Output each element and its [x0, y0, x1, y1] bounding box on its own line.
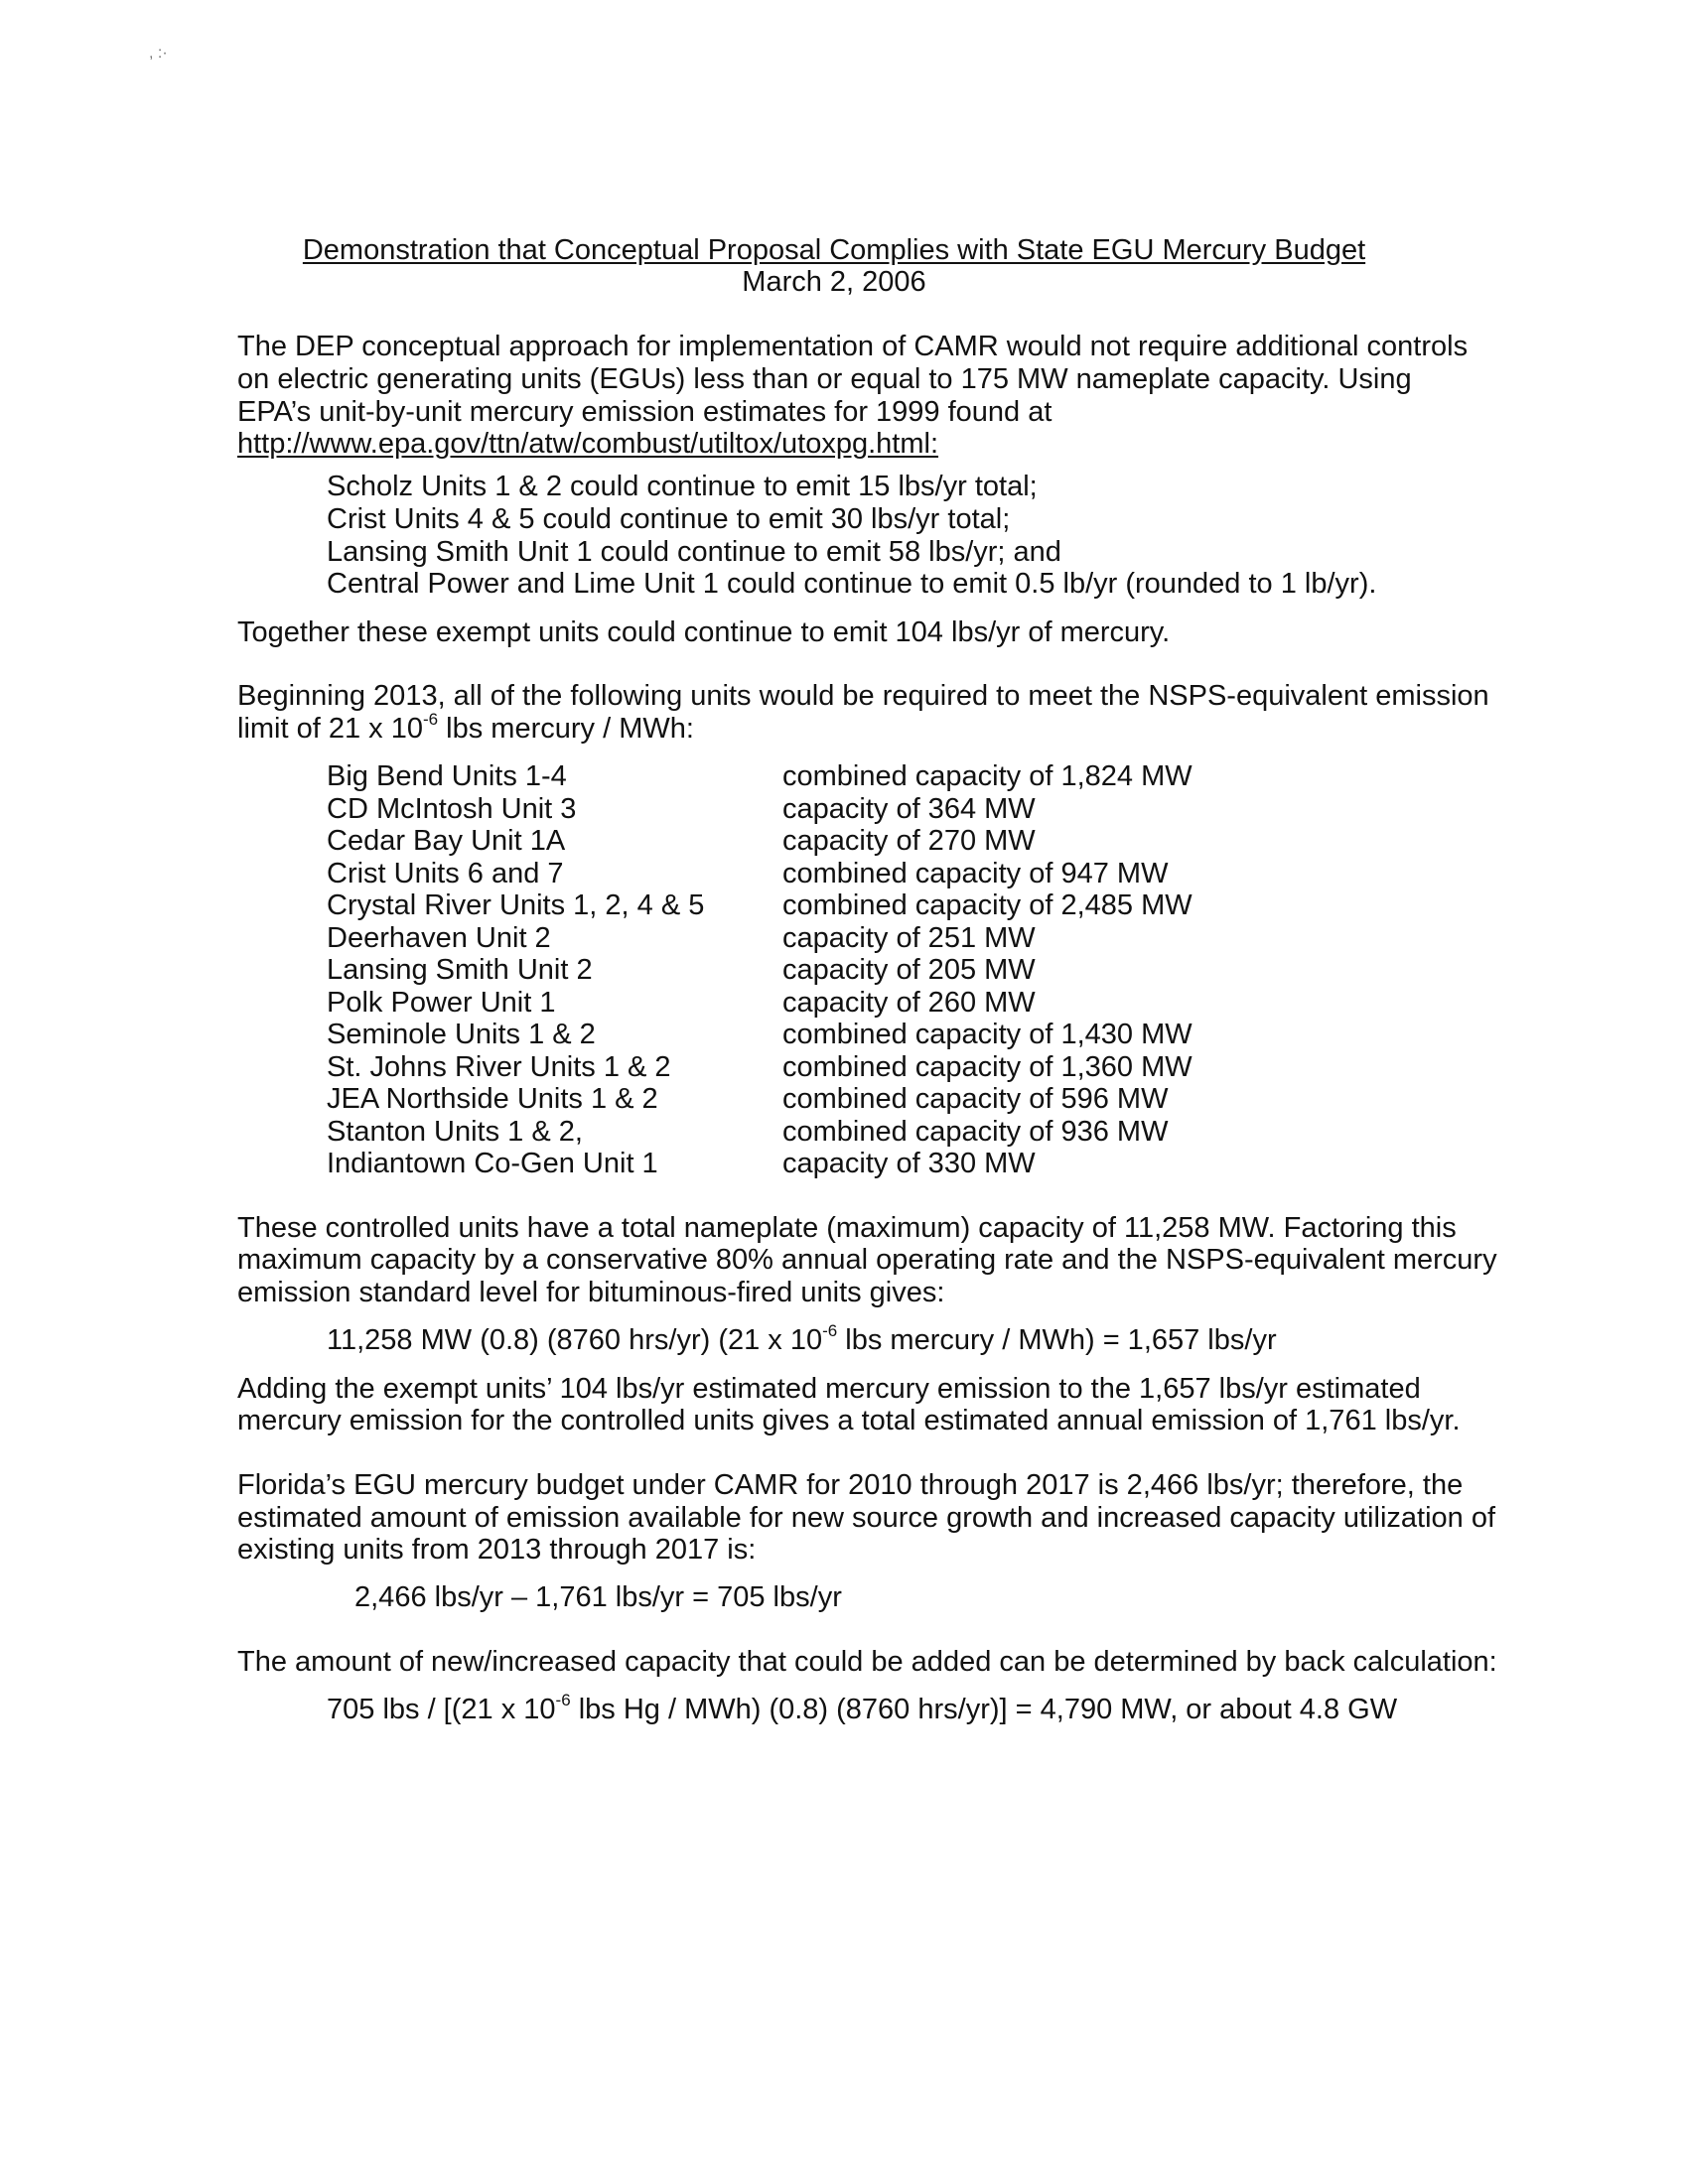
controlled-para-line: maximum capacity by a conservative 80% annual operating rate and the NSPS-equivalent mercury: [237, 1244, 1497, 1276]
unit-capacity: capacity of 260 MW: [782, 987, 1036, 1019]
adding-para-line: Adding the exempt units’ 104 lbs/yr estimated mercury emission to the 1,657 lbs/yr estimated: [237, 1373, 1421, 1405]
intro-line: EPA’s unit-by-unit mercury emission estimates for 1999 found at: [237, 396, 1052, 428]
unit-capacity: capacity of 205 MW: [782, 954, 1036, 986]
adding-para-line: mercury emission for the controlled units gives a total estimated annual emission of 1,761 lbs/yr.: [237, 1405, 1461, 1436]
equation-total-emission: 11,258 MW (0.8) (8760 hrs/yr) (21 x $10^{-6}$ lbs mercury / MWh) = 1,657 lbs/yr: [327, 1321, 1277, 1356]
unit-name: St. Johns River Units 1 & 2: [327, 1051, 671, 1083]
unit-capacity: combined capacity of 1,430 MW: [782, 1019, 1193, 1050]
controlled-para-line: These controlled units have a total nameplate (maximum) capacity of 11,258 MW. Factoring this: [237, 1212, 1457, 1244]
unit-capacity: combined capacity of 596 MW: [782, 1083, 1169, 1115]
unit-capacity: combined capacity of 1,824 MW: [782, 760, 1193, 792]
epa-url-link[interactable]: http://www.epa.gov/ttn/atw/combust/utiltox/utoxpg.html:: [237, 428, 939, 460]
intro-line: on electric generating units (EGUs) less than or equal to 175 MW nameplate capacity. Using: [237, 363, 1412, 395]
exempt-unit: Scholz Units 1 & 2 could continue to emit 15 lbs/yr total;: [327, 471, 1038, 502]
exempt-unit: Lansing Smith Unit 1 could continue to emit 58 lbs/yr; and: [327, 536, 1061, 568]
unit-capacity: combined capacity of 1,360 MW: [782, 1051, 1193, 1083]
exempt-total: Together these exempt units could continue to emit 104 lbs/yr of mercury.: [237, 616, 1171, 648]
unit-capacity: capacity of 330 MW: [782, 1148, 1036, 1179]
beginning-limit-line: limit of 21 x $10^{-6}$ lbs mercury / MWh:: [237, 710, 694, 745]
unit-name: Polk Power Unit 1: [327, 987, 556, 1019]
equation-capacity: 705 lbs / [(21 x $10^{-6}$ lbs Hg / MWh) (0.8) (8760 hrs/yr)] = 4,790 MW, or about 4.8 GW: [327, 1691, 1398, 1725]
unit-name: Deerhaven Unit 2: [327, 922, 551, 954]
back-calc-line: The amount of new/increased capacity that could be added can be determined by back calculation:: [237, 1646, 1497, 1678]
unit-capacity: combined capacity of 947 MW: [782, 858, 1169, 889]
controlled-para-line: emission standard level for bituminous-fired units gives:: [237, 1277, 945, 1308]
florida-para-line: existing units from 2013 through 2017 is:: [237, 1534, 757, 1566]
unit-capacity: capacity of 251 MW: [782, 922, 1036, 954]
unit-name: Big Bend Units 1-4: [327, 760, 567, 792]
intro-line: The DEP conceptual approach for implementation of CAMR would not require additional controls: [237, 331, 1469, 362]
unit-name: Lansing Smith Unit 2: [327, 954, 593, 986]
unit-capacity: combined capacity of 936 MW: [782, 1116, 1169, 1148]
unit-name: Seminole Units 1 & 2: [327, 1019, 596, 1050]
unit-name: Stanton Units 1 & 2,: [327, 1116, 583, 1148]
beginning-line: Beginning 2013, all of the following units would be required to meet the NSPS-equivalent emission: [237, 680, 1489, 712]
document-date: March 2, 2006: [742, 266, 926, 298]
unit-capacity: capacity of 364 MW: [782, 793, 1036, 825]
unit-name: Crystal River Units 1, 2, 4 & 5: [327, 889, 705, 921]
unit-name: CD McIntosh Unit 3: [327, 793, 577, 825]
unit-capacity: combined capacity of 2,485 MW: [782, 889, 1193, 921]
unit-name: Indiantown Co-Gen Unit 1: [327, 1148, 658, 1179]
exempt-unit: Crist Units 4 & 5 could continue to emit 30 lbs/yr total;: [327, 503, 1011, 535]
scan-specks: , :·: [149, 45, 168, 62]
unit-name: Crist Units 6 and 7: [327, 858, 564, 889]
unit-name: Cedar Bay Unit 1A: [327, 825, 566, 857]
florida-para-line: estimated amount of emission available for new source growth and increased capacity utilization of: [237, 1502, 1496, 1534]
exempt-unit: Central Power and Lime Unit 1 could continue to emit 0.5 lb/yr (rounded to 1 lb/yr).: [327, 568, 1377, 600]
equation-available-emission: 2,466 lbs/yr – 1,761 lbs/yr = 705 lbs/yr: [354, 1581, 842, 1613]
document-title: Demonstration that Conceptual Proposal Complies with State EGU Mercury Budget: [302, 234, 1366, 266]
unit-capacity: capacity of 270 MW: [782, 825, 1036, 857]
florida-para-line: Florida’s EGU mercury budget under CAMR for 2010 through 2017 is 2,466 lbs/yr; therefore, the: [237, 1469, 1464, 1501]
unit-name: JEA Northside Units 1 & 2: [327, 1083, 658, 1115]
